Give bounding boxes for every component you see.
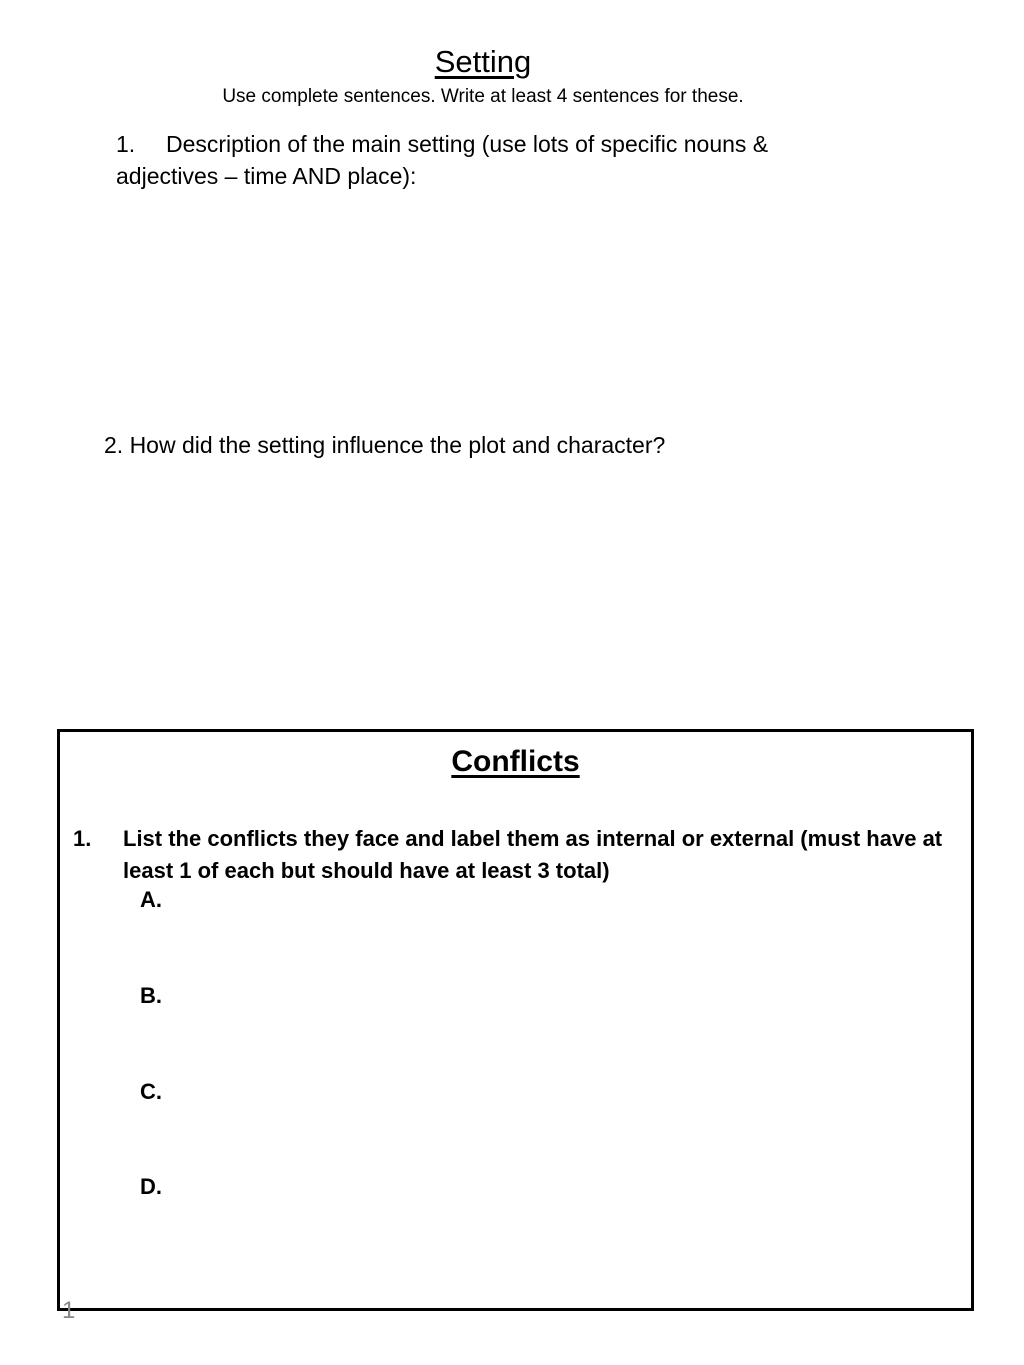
- setting-question-2: 2. How did the setting influence the plot and character?: [104, 432, 666, 458]
- conflict-option-b: B.: [140, 983, 162, 1008]
- question-number: 1.: [116, 131, 136, 157]
- page-number: 1: [62, 1297, 76, 1324]
- conflicts-heading: Conflicts: [451, 745, 580, 778]
- setting-instructions: Use complete sentences. Write at least 4 sentences for these.: [222, 86, 744, 107]
- question-number: 1.: [73, 826, 92, 851]
- conflicts-box: [57, 729, 974, 1311]
- conflict-option-a: A.: [140, 887, 162, 912]
- conflict-option-c: C.: [140, 1079, 162, 1104]
- setting-heading: Setting: [434, 44, 532, 79]
- question-text: List the conflicts they face and label them as internal or external (must have at least 1 of each but should have at least 3 total): [123, 826, 943, 883]
- question-text: Description of the main setting (use lots of specific nouns & adjectives – time AND place):: [116, 131, 769, 189]
- conflict-option-d: D.: [140, 1174, 162, 1199]
- setting-question-1: [116, 128, 856, 192]
